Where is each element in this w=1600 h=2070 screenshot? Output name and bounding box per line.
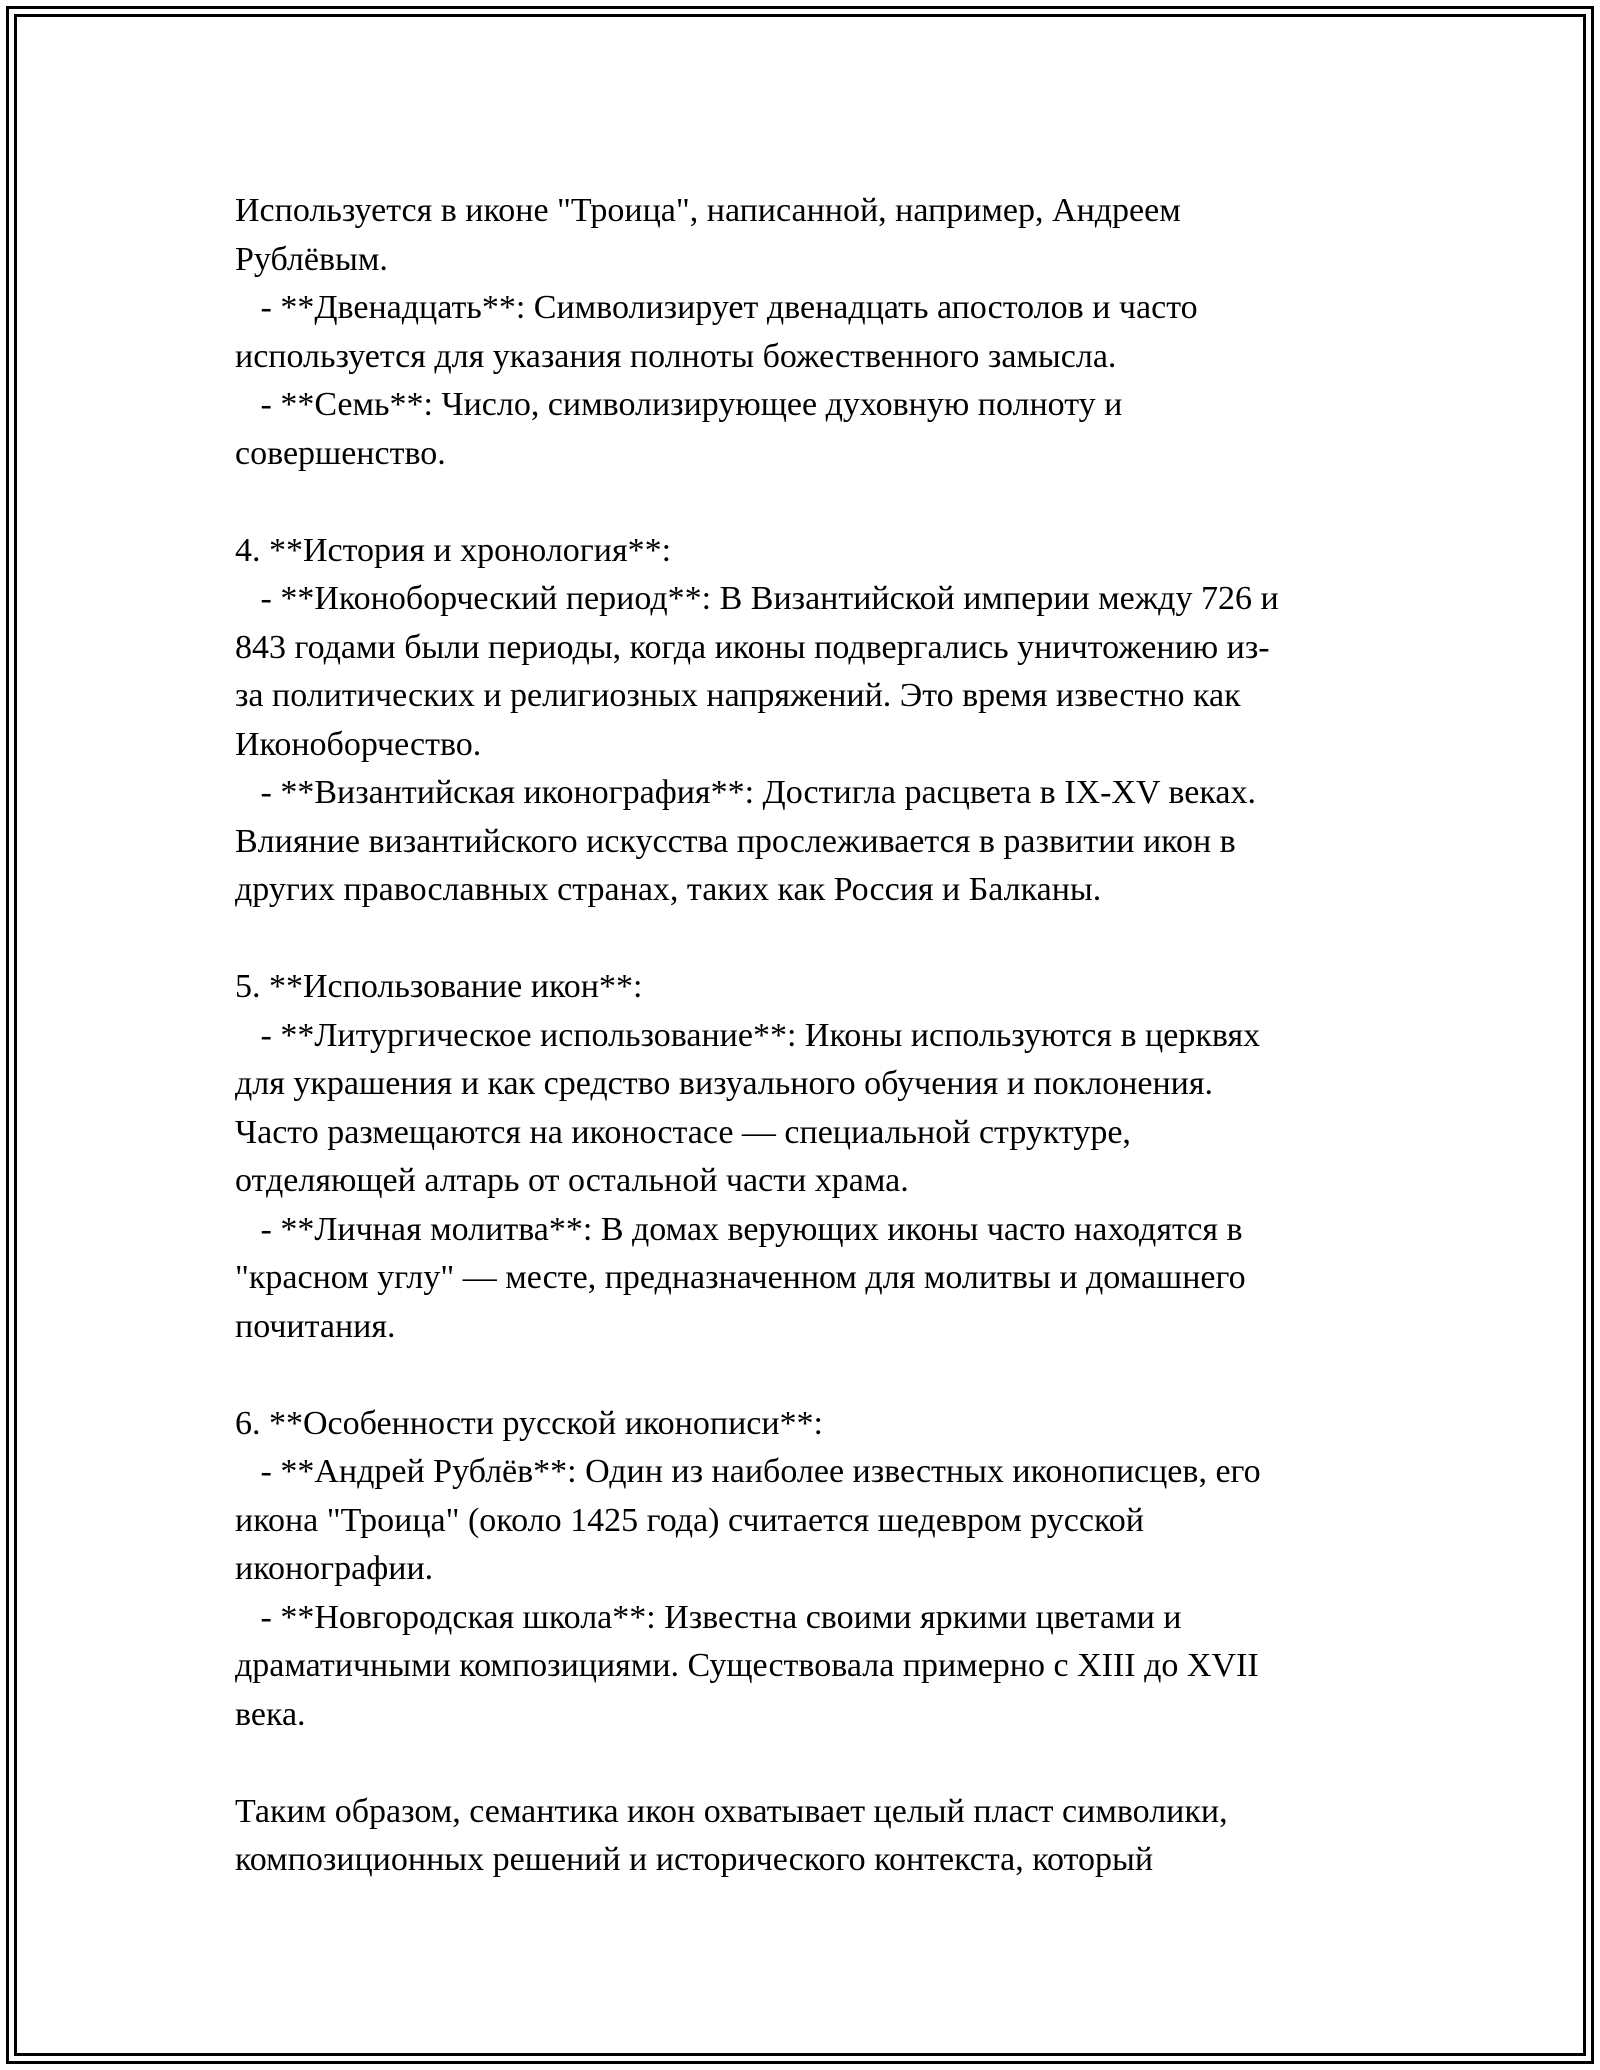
list-item-line: - **Андрей Рублёв**: Один из наиболее известных иконописцев, его — [235, 1453, 1261, 1490]
text-line: века. — [235, 1695, 306, 1733]
section-heading: 6. **Особенности русской иконописи**: — [235, 1404, 823, 1442]
paragraph-spacer — [235, 1739, 1395, 1788]
text-line: используется для указания полноты божественного замысла. — [235, 337, 1117, 375]
text-line: Влияние византийского искусства прослеживается в развитии икон в — [235, 822, 1236, 860]
text-line: для украшения и как средство визуального обучения и поклонения. — [235, 1065, 1214, 1102]
text-line: икона "Троица" (около 1425 года) считается шедевром русской — [235, 1501, 1144, 1539]
paragraph-spacer — [235, 1351, 1395, 1400]
text-line: 843 годами были периоды, когда иконы подвергались уничтожению из- — [235, 628, 1270, 666]
list-item-line: - **Двенадцать**: Символизирует двенадцать апостолов и часто — [235, 289, 1198, 326]
list-item-line: - **Литургическое использование**: Иконы используются в церквях — [235, 1016, 1261, 1054]
paragraph-spacer — [235, 915, 1395, 964]
paragraph-spacer — [235, 478, 1395, 527]
text-line: драматичными композициями. Существовала примерно с XIII до XVII — [235, 1647, 1259, 1684]
text-line: других православных странах, таких как Россия и Балканы. — [235, 871, 1102, 908]
list-item-line: - **Иконоборческий период**: В Византийской империи между 726 и — [235, 580, 1279, 617]
text-line: иконографии. — [235, 1550, 434, 1587]
text-line: Иконоборчество. — [235, 725, 482, 763]
list-item-line: - **Личная молитва**: В домах верующих иконы часто находятся в — [235, 1210, 1243, 1248]
text-line: за политических и религиозных напряжений. Это время известно как — [235, 677, 1241, 714]
section-heading: 4. **История и хронология**: — [235, 531, 672, 569]
text-line: Таким образом, семантика икон охватывает целый пласт символики, — [235, 1792, 1228, 1830]
text-line: почитания. — [235, 1307, 396, 1345]
text-line: "красном углу" — месте, предназначенном для молитвы и домашнего — [235, 1259, 1246, 1296]
list-item-line: - **Новгородская школа**: Известна своими яркими цветами и — [235, 1598, 1182, 1636]
text-line: Часто размещаются на иконостасе — специальной структуре, — [235, 1113, 1131, 1151]
list-item-line: - **Византийская иконография**: Достигла расцвета в IX-XV веках. — [235, 774, 1256, 811]
document-body — [235, 187, 1395, 1885]
text-line: совершенство. — [235, 434, 446, 472]
text-line: Используется в иконе "Троица", написанной, например, Андреем — [235, 192, 1181, 229]
text-line: Рублёвым. — [235, 240, 388, 278]
section-heading: 5. **Использование икон**: — [235, 968, 643, 1005]
list-item-line: - **Семь**: Число, символизирующее духовную полноту и — [235, 386, 1123, 423]
text-line: композиционных решений и исторического контекста, который — [235, 1841, 1154, 1878]
text-line: отделяющей алтарь от остальной части храма. — [235, 1162, 909, 1199]
